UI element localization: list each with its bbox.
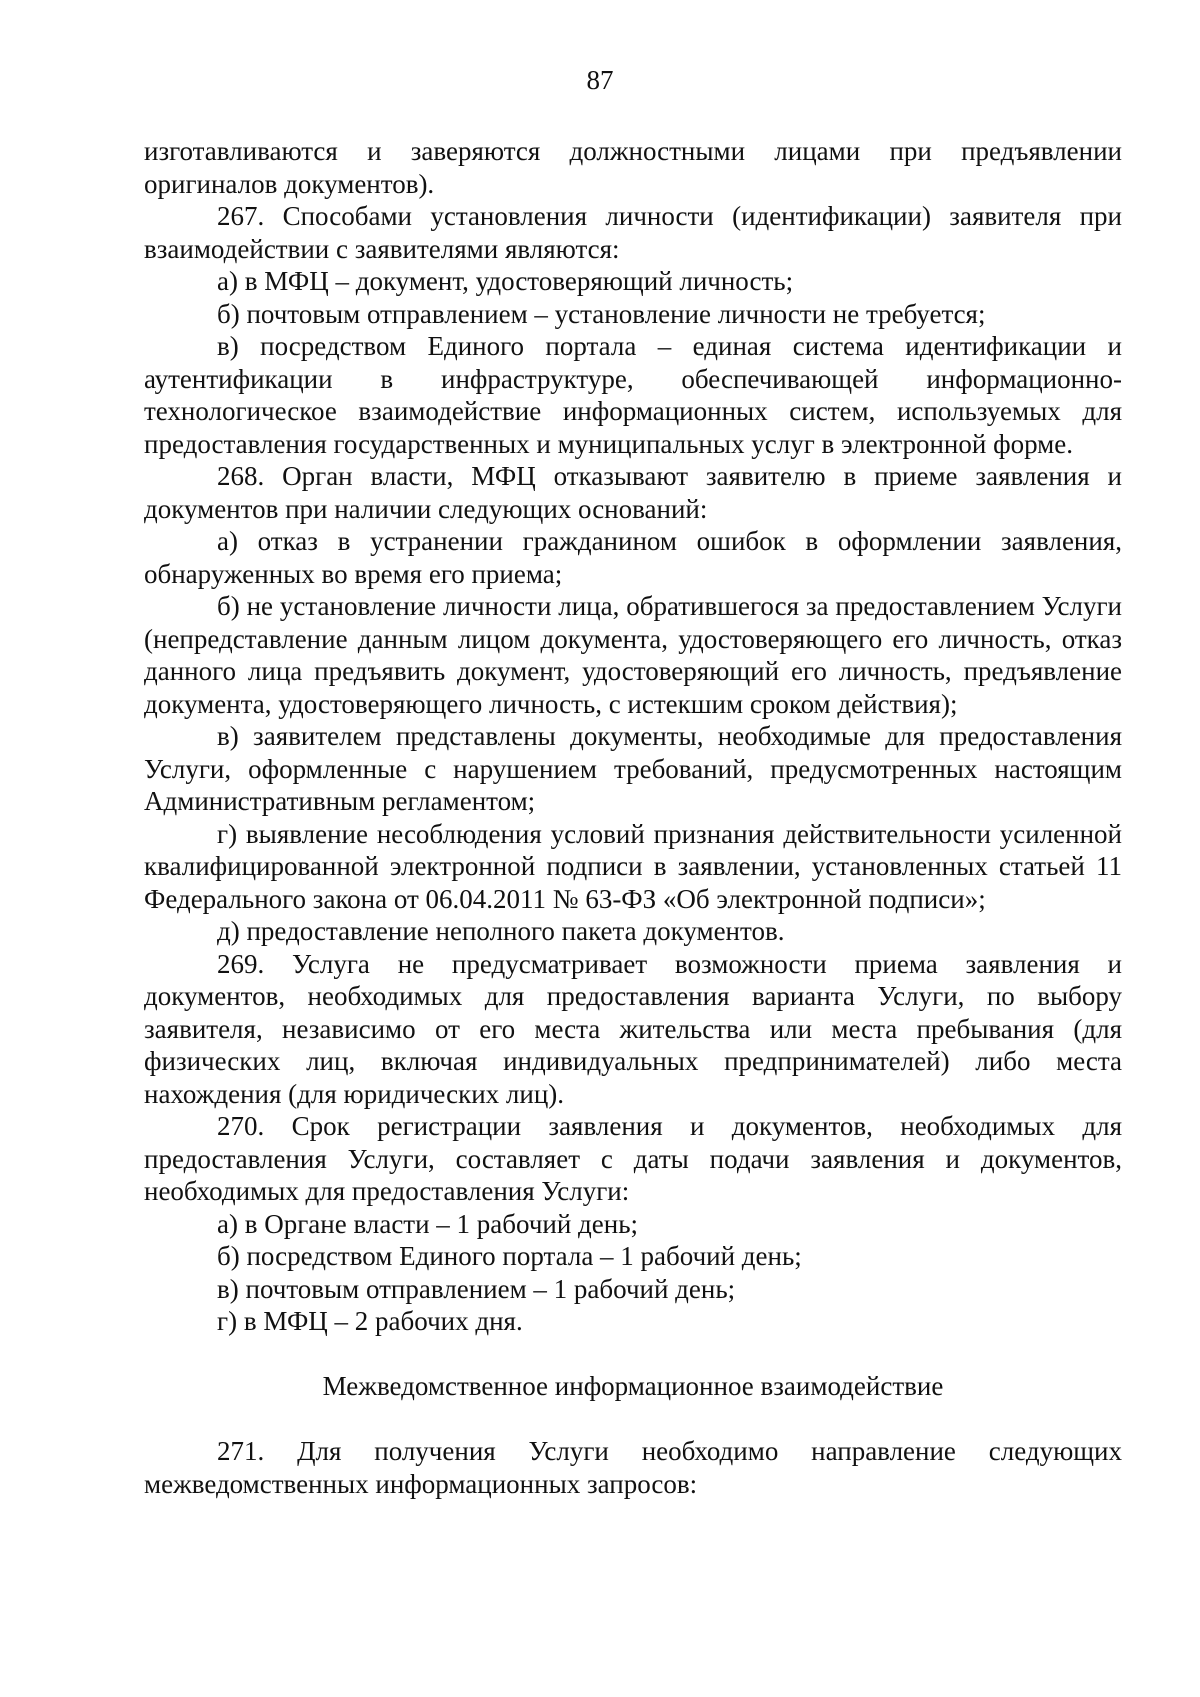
paragraph-268-a: а) отказ в устранении гражданином ошибок в оформлении заявления, обнаруженных во время его приема; xyxy=(144,526,1122,589)
paragraph-270-a: а) в Органе власти – 1 рабочий день; xyxy=(217,1208,639,1239)
paragraph-267-b: б) почтовым отправлением – установление личности не требуется; xyxy=(217,298,986,329)
paragraph-267-a: а) в МФЦ – документ, удостоверяющий личность; xyxy=(217,266,794,296)
paragraph-270-v: в) почтовым отправлением – 1 рабочий день; xyxy=(217,1273,736,1304)
paragraph-268-d: д) предоставление неполного пакета документов. xyxy=(217,916,785,946)
paragraph-270-g: г) в МФЦ – 2 рабочих дня. xyxy=(217,1306,523,1336)
paragraph-268-b: б) не установление личности лица, обратившегося за предоставлением Услуги (непредставление данным лицом документа, удостоверяющего его личность, отказ данного лица предъявить документ, удостоверяющий его личность, предъявление документа, удостоверяющего личность, с истекшим сроком действия); xyxy=(144,591,1122,719)
paragraph-268: 268. Орган власти, МФЦ отказывают заявителю в приеме заявления и документов при наличии следующих оснований: xyxy=(144,461,1122,524)
document-body xyxy=(144,135,1122,1500)
paragraph-268-v: в) заявителем представлены документы, необходимые для предоставления Услуги, оформленные с нарушением требований, предусмотренных настоящим Административным регламентом; xyxy=(144,721,1122,816)
paragraph-267-v: в) посредством Единого портала – единая система идентификации и аутентификации в инфраструктуре, обеспечивающей информационно-технологическое взаимодействие информационных систем, используемых для предоставления государственных и муниципальных услуг в электронной форме. xyxy=(144,331,1122,459)
paragraph-269: 269. Услуга не предусматривает возможности приема заявления и документов, необходимых для предоставления варианта Услуги, по выбору заявителя, независимо от его места жительства или места пребывания (для физических лиц, включая индивидуальных предпринимателей) либо места нахождения (для юридических лиц). xyxy=(144,948,1122,1109)
paragraph-268-g: г) выявление несоблюдения условий признания действительности усиленной квалифицированной электронной подписи в заявлении, установленных статьей 11 Федерального закона от 06.04.2011 № 63-ФЗ «Об электронной подписи»; xyxy=(144,818,1122,914)
paragraph-270: 270. Срок регистрации заявления и документов, необходимых для предоставления Услуги, составляет с даты подачи заявления и документов, необходимых для предоставления Услуги: xyxy=(144,1111,1122,1206)
paragraph-267: 267. Способами установления личности (идентификации) заявителя при взаимодействии с заявителями являются: xyxy=(144,201,1122,264)
page-number: 87 xyxy=(586,65,614,95)
section-heading: Межведомственное информационное взаимодействие xyxy=(322,1370,944,1401)
paragraph-270-b: б) посредством Единого портала – 1 рабочий день; xyxy=(217,1241,802,1271)
paragraph-271: 271. Для получения Услуги необходимо направление следующих межведомственных информационных запросов: xyxy=(144,1436,1122,1499)
paragraph-continuation: изготавливаются и заверяются должностными лицами при предъявлении оригиналов документов). xyxy=(144,136,1122,199)
